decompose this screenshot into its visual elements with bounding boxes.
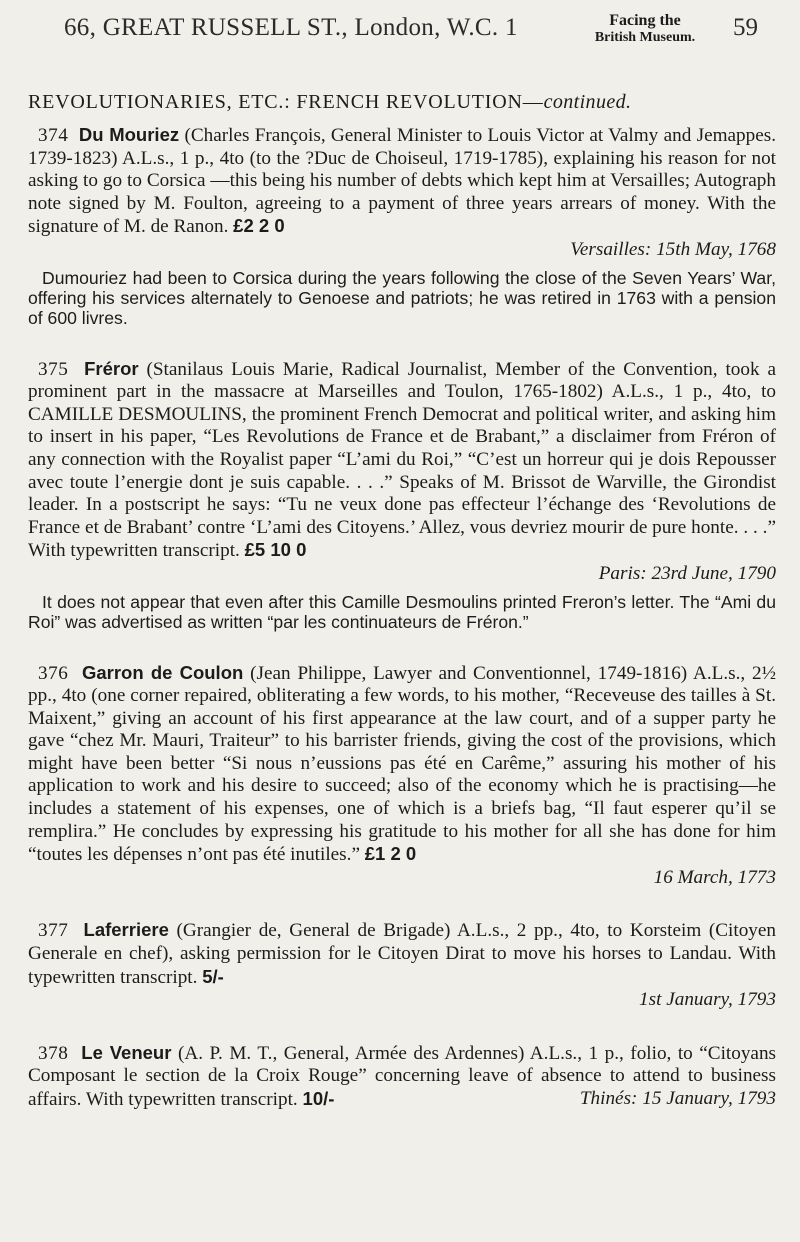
entry-body: (Stanilaus Louis Marie, Radical Journalist, Member of the Convention, took a prominent part in the massacre at Marseilles and Toulon, 1765-1802) A.L.s., 1 p., 4to, to CAMILLE DESMOULINS, the prominent French Democrat and political writer, and asking him to insert in his paper, “Les Revolutions de France et de Brabant,” a disclaimer from Fréron of any connection with the Royalist paper “L’ami du Roi,” “C’est un horreur qui je dois Repousser avec toute l’energie dont je suis capable. . . .” Speaks of M. Brissot de Warville, the Girondist leader. In a postscript he says: “Tu ne veux done pas effecteur l’échange des ‘Revolutions de France et de Brabant’ contre ‘L’ami des Citoyens.’ Allez, vous devriez mourir de pure honte. . . .” With typewritten transcript. (28, 358, 776, 562)
catalogue-entry (28, 662, 776, 890)
catalogue-entry (28, 358, 776, 632)
entry-name: Du Mouriez (78, 124, 180, 145)
entry-description (28, 1042, 776, 1112)
entry-description (28, 358, 776, 563)
running-head (28, 8, 776, 66)
entry-note: It does not appear that even after this Camille Desmoulins printed Freron’s letter. The “Ami du Roi” was advertised as written “par les continuateurs de Fréron.” (28, 591, 776, 632)
section-continued: continued. (543, 91, 632, 113)
entry-number: 374 (38, 125, 69, 146)
entry-number: 378 (38, 1042, 69, 1064)
entry-dateline: 16 March, 1773 (653, 866, 776, 888)
entry-price: £2 2 0 (233, 215, 285, 237)
facing-line-2: British Museum. (594, 30, 696, 45)
section-heading (28, 90, 776, 114)
entry-number: 375 (38, 358, 69, 380)
entry-name: Fréror (84, 357, 139, 379)
publisher-address: 66, GREAT RUSSELL ST., London, W.C. 1 (64, 14, 518, 41)
entry-body: (Jean Philippe, Lawyer and Conventionnel, 1749-1816) A.L.s., 2½ pp., 4to (one corner repaired, obliterating a few words, to his mother, “Receveuse des tailles à St. Maixent,” giving an account of his first appearance at the law court, and of a supper party he gave “chez Mr. Mauri, Traiteur” to his barrister friends, giving the cost of the provisions, which might have been better “Si nous n’eussions pas été en Carême,” assuring his mother of his application to work and his desire to succeed; also of the economy which he is practising—he includes a statement of his expenses, one of which is a briefs bag, “Il faut esperer qu’il se remplira.” He concludes by expressing his gratitude to his mother for all she has done for him “toutes les dépenses n’ont pas été inutiles.” (28, 662, 777, 866)
entry-name: Laferriere (83, 919, 169, 941)
entry-number: 377 (38, 920, 69, 942)
catalogue-entry (28, 919, 776, 1011)
facing-line-1: Facing the (609, 12, 681, 29)
entry-note: Dumouriez had been to Corsica during the years following the close of the Seven Years’ War, offering his services alternately to Genoese and patriots; he was retired in 1763 with a pension of 600 livres. (28, 267, 776, 328)
page-number: 59 (733, 14, 758, 41)
entry-body: (Grangier de, General de Brigade) A.L.s., 2 pp., 4to, to Korsteim (Citoyen Generale en chef), asking permission for le Citoyen Dirat to move his horses to Landau. With typewritten transcript. (28, 920, 777, 988)
entry-description (28, 124, 776, 239)
catalogue-entry (28, 1042, 776, 1112)
entry-name: Le Veneur (81, 1041, 172, 1063)
entry-body: (A. P. M. T., General, Armée des Ardennes) A.L.s., 1 p., folio, to “Citoyans Composant le section de la Croix Rouge” concerning leave of absence to attend to business affairs. With typewritten transcript. (28, 1042, 777, 1110)
section-title: REVOLUTIONARIES, ETC.: FRENCH REVOLUTION— (28, 91, 544, 113)
entry-body: (Charles François, General Minister to Louis Victor at Valmy and Jemappes. 1739-1823) A.L.s., 1 p., 4to (to the ?Duc de Choiseul, 1719-1785), explaining his reason for not asking to go to Corsica —this being his number of debts which kept him at Versailles; Autograph note signed by M. Foulton, agreeing to a payment of three years arrears of money. With the signature of M. de Ranon. (28, 125, 776, 238)
entry-dateline: Paris: 23rd June, 1790 (598, 562, 776, 584)
entry-price: 10/- (302, 1088, 335, 1109)
entry-description (28, 662, 776, 867)
entry-dateline: 1st January, 1793 (639, 989, 776, 1011)
entry-description (28, 919, 776, 989)
entry-dateline: Versailles: 15th May, 1768 (570, 238, 776, 260)
entry-dateline: Thinés: 15 January, 1793 (579, 1088, 776, 1109)
entry-price: 5/- (202, 965, 224, 987)
entry-price: £1 2 0 (364, 843, 417, 865)
entry-price: £5 10 0 (244, 539, 307, 561)
entry-name: Garron de Coulon (81, 661, 244, 683)
entry-number: 376 (38, 662, 69, 684)
catalogue-entry (28, 124, 776, 328)
facing-museum-note (585, 12, 705, 46)
